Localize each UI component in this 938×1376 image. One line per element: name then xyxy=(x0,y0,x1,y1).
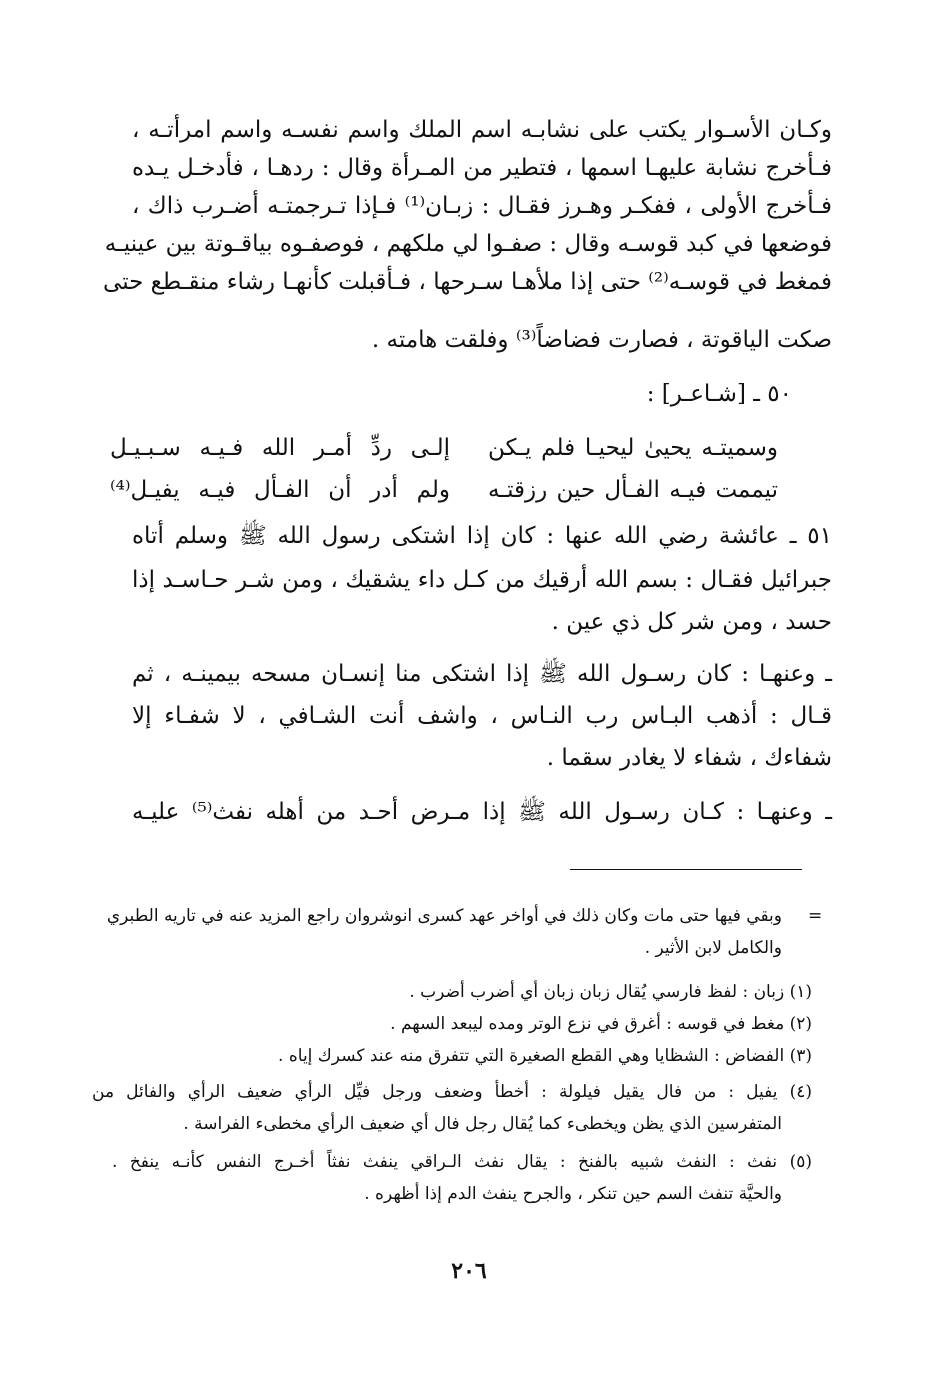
footnote-line: (٤) يفيل : من فال يقيل فيلولة : أخطأ وضعف ورجل فيِّل الرأي ضعيف الرأي والفائل من xyxy=(92,1082,812,1102)
text-line: ـ وعنهـا : كان رسـول الله ﷺ إذا اشتكى منا إنسـان مسحه بيمينـه ، ثم xyxy=(132,661,832,687)
text-line: قـال : أذهب البـاس رب النـاس ، واشف أنت الشـافي ، لا شفـاء إلا xyxy=(132,703,832,729)
text-line: فـأخرج نشابة عليهـا اسمها ، فتطير من المـرأة وقال : ردهـا ، فأدخـل يـده xyxy=(132,155,832,181)
text-line: شفاءك ، شفاء لا يغادر سقما . xyxy=(546,745,832,771)
text-line: وكـان الأسـوار يكتب على نشابـه اسم الملك واسم نفسـه واسم امرأتـه ، xyxy=(132,117,832,143)
text-line: ٥١ ـ عائشة رضي الله عنها : كان إذا اشتكى رسول الله ﷺ وسلم أتاه xyxy=(132,523,832,549)
text-line: حسد ، ومن شر كل ذي عين . xyxy=(551,609,832,635)
footnote-line: وبقي فيها حتى مات وكان ذلك في أواخر عهد كسرى انوشروان راجع المزيد عنه في تاريه الطبري xyxy=(106,906,782,926)
text-line: فـأخرج الأولى ، ففكـر وهـرز فقـال : زبـان⁽¹⁾ فـإذا تـرجمتـه أضـرب ذاك ، xyxy=(132,193,832,219)
footnote-line: (٥) نفث : النفث شبيه بالفنخ : يقال نفث الـراقي ينفث نفثاً أخـرج النفس كأنـه ينفخ . xyxy=(112,1152,812,1172)
poem-hemistich-right: تيممت فيـه الفـأل حين رزقتـه xyxy=(488,477,778,503)
text-line: ـ وعنهـا : كـان رسـول الله ﷺ إذا مـرض أحـد من أهله نفث⁽⁵⁾ عليـه xyxy=(132,799,833,825)
text-line: فمغط في قوسـه⁽²⁾ حتى إذا ملأهـا سـرحها ، فـأقبلت كأنهـا رشاء منقـطع حتى xyxy=(103,269,832,295)
section-heading: ٥٠ ـ [شـاعـر] : xyxy=(646,381,792,407)
poem-hemistich-left: ولم أدر أن الفـأل فيـه يفيـل⁽⁴⁾ xyxy=(110,477,450,503)
footnote-line: المتفرسين الذي يظن ويخطىء كما يُقال رجل فال أي ضعيف الرأي مخطىء الفراسة . xyxy=(183,1114,782,1134)
text-line: جبرائيل فقـال : بسم الله أرقيك من كـل داء يشقيك ، ومن شـر حـاسـد إذا xyxy=(132,567,832,593)
text-line: صكت الياقوتة ، فصارت فضاضاً⁽³⁾ وفلقت هامته . xyxy=(371,327,832,353)
footnote-line: (٢) مغط في قوسه : أغرق في نزع الوتر ومده ليبعد السهم . xyxy=(390,1014,812,1034)
text-line: فوضعها في كبد قوسـه وقال : صفـوا لي ملكهم ، فوصفـوه بياقـوتة بين عينيـه xyxy=(104,231,832,257)
poem-hemistich-right: وسميتـه يحيىٰ ليحيـا فلم يـكن xyxy=(488,435,778,461)
page-number: ٢٠٦ xyxy=(451,1258,487,1284)
footnote-line: والحيَّة تنفث السم حين تنكر ، والجرح ينفث الدم إذا أظهره . xyxy=(364,1184,782,1204)
footnote-line: والكامل لابن الأثير . xyxy=(644,938,782,958)
footnote-line: (١) زبان : لفظ فارسي يُقال زبان زبان أي أضرب أضرب . xyxy=(409,982,812,1002)
continuation-mark: = xyxy=(808,906,823,926)
footnote-line: (٣) الفضاض : الشظايا وهي القطع الصغيرة التي تتفرق منه عند كسرك إياه . xyxy=(278,1046,812,1066)
poem-hemistich-left: إلـى ردِّ أمـر الله فـيـه سـبـيـل xyxy=(110,435,450,461)
footnote-separator xyxy=(570,869,802,870)
